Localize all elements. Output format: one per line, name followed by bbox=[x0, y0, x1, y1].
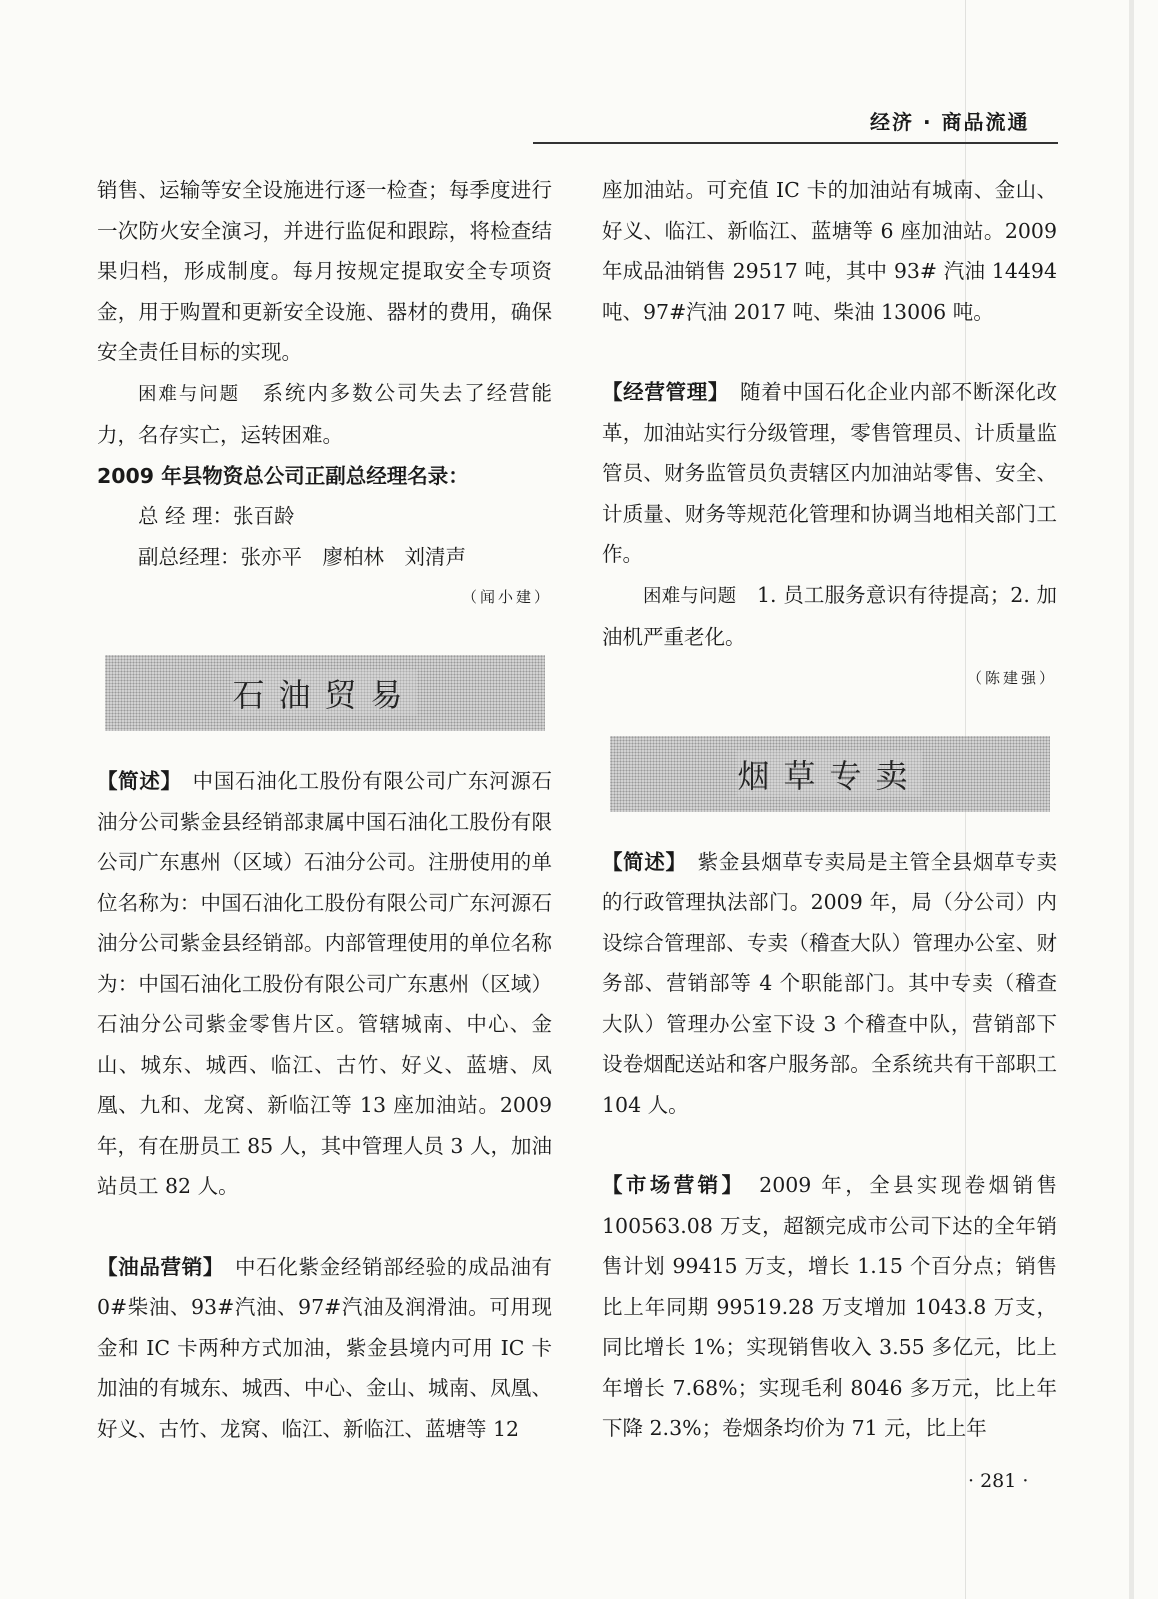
section-banner-tobacco-monopoly bbox=[610, 736, 1050, 812]
paragraph bbox=[97, 373, 552, 456]
author-signature: （陈建强） bbox=[966, 668, 1057, 687]
section-tag: 【简述】 bbox=[97, 769, 172, 793]
section-title: 石油贸易 bbox=[232, 670, 416, 716]
paragraph-text: 2009 年，全县实现卷烟销售 100563.08 万支，超额完成市公司下达的全年销售计划 99415 万支，增长 1.15 个百分点；销售比上年同期 99519.28 万支增加 1043.8 万支，同比增长 1%；实现销售收入 3.55 多亿元，比上年增长 7.68%；实现毛利 8046 多万元，比上年下降 2.3%；卷烟条均价为 71 元，比上年 bbox=[602, 1173, 1058, 1440]
paragraph bbox=[602, 372, 1057, 575]
paragraph: 座加油站。可充值 IC 卡的加油站有城南、金山、好义、临江、新临江、蓝塘等 6 座加油站。2009 年成品油销售 29517 吨，其中 93# 汽油 14494 吨、97#汽油 2017 吨、柴油 13006 吨。 bbox=[602, 178, 1057, 324]
section-tag: 【经营管理】 bbox=[602, 380, 719, 404]
paragraph-text: 随着中国石化企业内部不断深化改革，加油站实行分级管理，零售管理员、计质量监管员、财务监管员负责辖区内加油站零售、安全、计质量、财务等规范化管理和协调当地相关部门工作。 bbox=[602, 380, 1058, 566]
paragraph bbox=[602, 842, 1057, 1126]
section-tag: 【简述】 bbox=[602, 849, 677, 874]
section-banner-petroleum-trade bbox=[105, 655, 545, 731]
page-number: · 281 · bbox=[968, 1470, 1029, 1492]
subhead-label: 困难与问题 bbox=[643, 585, 737, 607]
paragraph-text: 中国石油化工股份有限公司广东河源石油分公司紫金县经销部隶属中国石油化工股份有限公司广东惠州（区域）石油分公司。注册使用的单位名称为：中国石油化工股份有限公司广东河源石油分公司紫金县经销部。内部管理使用的单位名称为：中国石油化工股份有限公司广东惠州（区域）石油分公司紫金零售片区。管辖城南、中心、金山、城东、城西、临江、古竹、好义、蓝塘、凤凰、九和、龙窝、新临江等 13 座加油站。2009 年，有在册员工 85 人，其中管理人员 3 人，加油站员工 82 人。 bbox=[97, 769, 553, 1198]
paragraph bbox=[602, 575, 1057, 658]
header-rule bbox=[533, 142, 1058, 144]
author-signature: （闻小建） bbox=[461, 588, 552, 606]
paragraph bbox=[602, 1165, 1057, 1449]
section-tag: 【市场营销】 bbox=[602, 1173, 736, 1197]
scan-edge bbox=[1129, 0, 1134, 1599]
roster-label: 总 经 理： bbox=[138, 504, 234, 528]
subhead-label: 困难与问题 bbox=[138, 383, 241, 405]
section-title: 烟草专卖 bbox=[737, 751, 921, 797]
paragraph bbox=[97, 761, 552, 1207]
roster-names: 张亦平 廖柏林 刘清声 bbox=[240, 544, 466, 569]
paragraph: 销售、运输等安全设施进行逐一检查；每季度进行一次防火安全演习，并进行监促和跟踪，将检查结果归档，形成制度。每月按规定提取安全专项资金，用于购置和更新安全设施、器材的费用，确保安全责任目标的实现。 bbox=[97, 178, 552, 364]
running-head: 经济 · 商品流通 bbox=[870, 110, 1030, 134]
paragraph bbox=[97, 1247, 552, 1450]
left-column bbox=[97, 170, 552, 1449]
paragraph-text: 1. 员工服务意识有待提高；2. 加油机严重老化。 bbox=[602, 582, 1058, 649]
paragraph-text: 紫金县烟草专卖局是主管全县烟草专卖的行政管理执法部门。2009 年，局（分公司）内设综合管理部、专卖（稽查大队）管理办公室、财务部、营销部等 4 个职能部门。其中专卖（稽查大队）管理办公室下设 3 个稽查中队，营销部下设卷烟配送站和客户服务部。全系统共有干部职工 104 人。 bbox=[602, 849, 1058, 1117]
paragraph-text: 中石化紫金经销部经验的成品油有 0#柴油、93#汽油、97#汽油及润滑油。可用现金和 IC 卡两种方式加油，紫金县境内可用 IC 卡加油的有城东、城西、中心、金山、城南、凤凰、好义、古竹、龙窝、临江、新临江、蓝塘等 12 bbox=[97, 1254, 553, 1441]
section-tag: 【油品营销】 bbox=[97, 1254, 214, 1279]
roster-row-gm bbox=[97, 496, 552, 537]
roster-names: 张百龄 bbox=[233, 504, 295, 528]
roster-row-dgm bbox=[97, 537, 552, 578]
paragraph-text: 系统内多数公司失去了经营能力，名存实亡，运转困难。 bbox=[97, 380, 553, 447]
roster-label: 副总经理： bbox=[138, 544, 241, 569]
right-column bbox=[602, 170, 1057, 1449]
roster-title: 2009 年县物资总公司正副总经理名录： bbox=[97, 463, 469, 488]
